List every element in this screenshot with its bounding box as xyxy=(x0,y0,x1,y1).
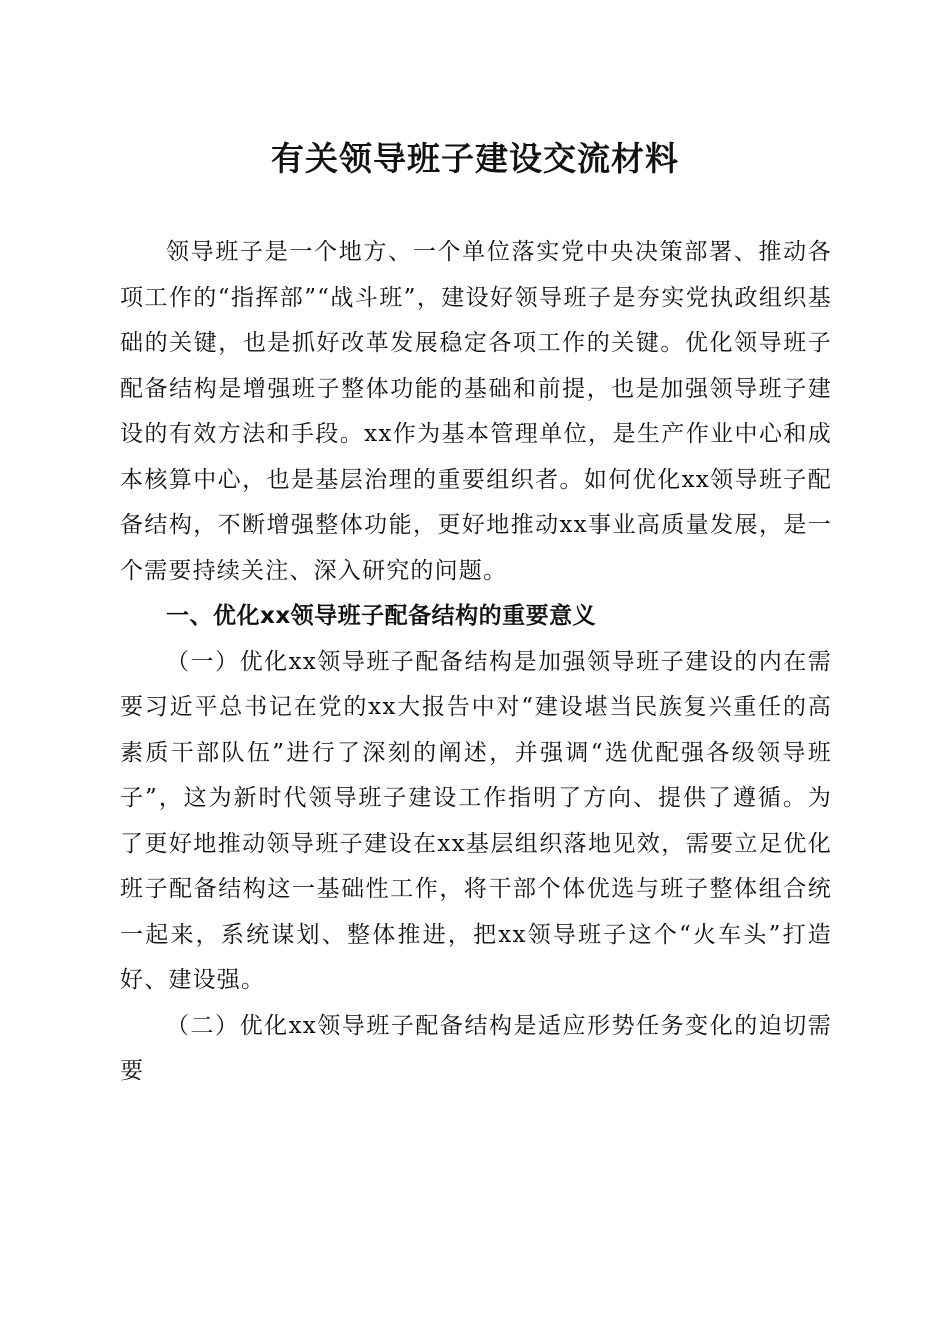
section-heading-1: 一、优化xx领导班子配备结构的重要意义 xyxy=(166,603,597,629)
subsection-paragraph-2: （二）优化xx领导班子配备结构是适应形势任务变化的迫切需要 xyxy=(120,1012,832,1084)
subsection-paragraph-1: （一）优化xx领导班子配备结构是加强领导班子建设的内在需要习近平总书记在党的xx大报告中对“建设堪当民族复兴重任的高素质干部队伍”进行了深刻的阐述，并强调“选优配强各级领导班子”，这为新时代领导班子建设工作指明了方向、提供了遵循。为了更好地推动领导班子建设在xx基层组织落地见效，需要立足优化班子配备结构这一基础性工作，将干部个体优选与班子整体组合统一起来，系统谋划、整体推进，把xx领导班子这个“火车头”打造好、建设强。 xyxy=(120,648,832,993)
document-body xyxy=(120,230,832,1095)
intro-paragraph: 领导班子是一个地方、一个单位落实党中央决策部署、推动各项工作的“指挥部”“战斗班”，建设好领导班子是夯实党执政组织基础的关键，也是抓好改革发展稳定各项工作的关键。优化领导班子配备结构是增强班子整体功能的基础和前提，也是加强领导班子建设的有效方法和手段。xx作为基本管理单位，是生产作业中心和成本核算中心，也是基层治理的重要组织者。如何优化xx领导班子配备结构，不断增强整体功能，更好地推动xx事业高质量发展，是一个需要持续关注、深入研究的问题。 xyxy=(120,239,832,584)
document-title: 有关领导班子建设交流材料 xyxy=(271,139,679,178)
